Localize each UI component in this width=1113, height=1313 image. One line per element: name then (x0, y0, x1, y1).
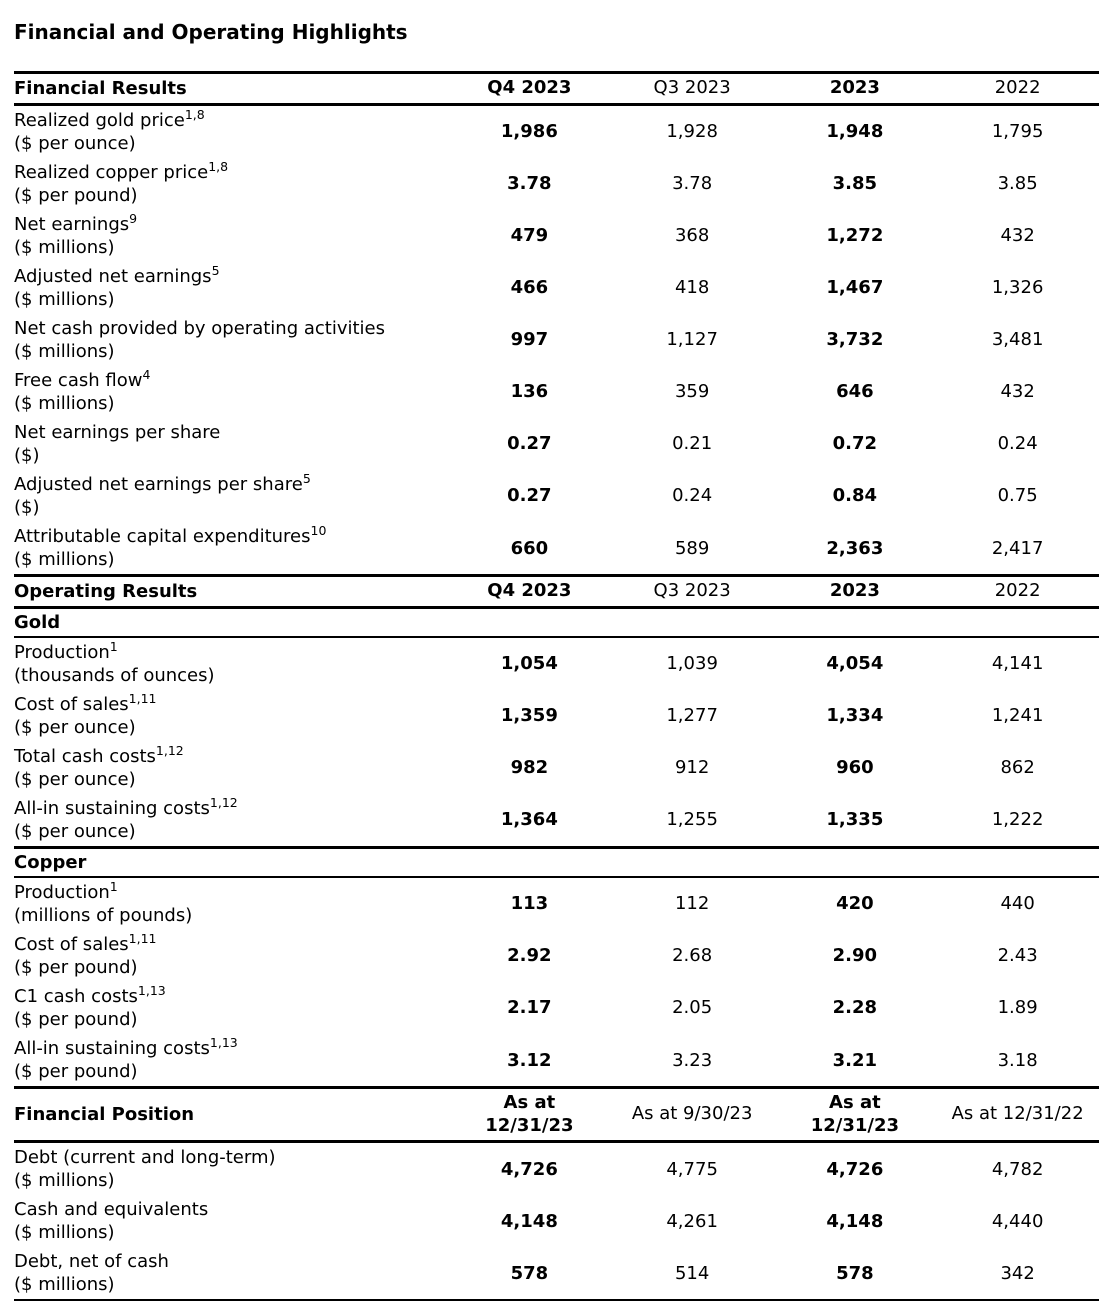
row-label-cell (14, 262, 448, 314)
row-unit: (millions of pounds) (14, 904, 193, 926)
row-label-cell (14, 314, 448, 366)
table-row (14, 158, 1099, 210)
value-cell: 982 (510, 757, 549, 779)
value-cell: 4,054 (826, 653, 884, 675)
value-cell: 0.75 (997, 485, 1038, 507)
section-title: Financial Position (14, 1088, 448, 1142)
row-label: All-in sustaining costs (14, 1038, 210, 1059)
footnote-ref: 1,12 (155, 742, 184, 758)
footnote-ref: 9 (129, 210, 138, 226)
footnote-ref: 1 (109, 878, 118, 894)
value-cell: 1.89 (997, 997, 1038, 1019)
value-cell: 1,948 (826, 121, 884, 143)
row-label: Production (14, 641, 110, 663)
subsection-header-copper (14, 847, 1099, 877)
table-row (14, 637, 1099, 690)
value-cell: 3,732 (826, 329, 884, 351)
row-label-cell (14, 982, 448, 1034)
value-cell: 4,141 (991, 653, 1044, 675)
table-row (14, 1034, 1099, 1088)
row-label: Net earnings (14, 213, 130, 235)
row-label: Net earnings per share (14, 421, 221, 443)
value-cell: 4,775 (666, 1158, 718, 1180)
column-header-q4-2023: Q4 2023 (448, 576, 611, 608)
row-unit: (thousands of ounces) (14, 664, 215, 686)
value-cell: 2,363 (826, 537, 884, 559)
value-cell: 466 (510, 277, 549, 299)
value-cell: 0.24 (997, 433, 1038, 455)
footnote-ref: 1,11 (128, 930, 157, 946)
table-row (14, 690, 1099, 742)
row-unit: ($ millions) (14, 1170, 115, 1192)
value-cell: 4,148 (500, 1210, 558, 1232)
footnote-ref: 1,13 (209, 1035, 238, 1050)
row-label: Cost of sales (14, 933, 129, 955)
value-cell: 589 (674, 537, 710, 559)
value-cell: 862 (1000, 757, 1035, 779)
row-unit: ($ millions) (14, 1274, 115, 1296)
column-header-2023: 2023 (774, 576, 937, 608)
value-cell: 1,986 (500, 121, 558, 143)
value-cell: 4,726 (500, 1158, 558, 1180)
value-cell: 4,726 (826, 1158, 884, 1180)
table-row (14, 314, 1099, 366)
row-label-cell (14, 1247, 448, 1300)
financial-highlights-table (14, 71, 1099, 1301)
table-row (14, 1195, 1099, 1247)
value-cell: 420 (836, 893, 874, 915)
row-label-cell (14, 690, 448, 742)
section-title: Financial Results (14, 73, 448, 105)
value-cell: 440 (1000, 893, 1035, 915)
value-cell: 1,364 (500, 809, 558, 831)
value-cell: 1,335 (826, 809, 884, 831)
value-cell: 912 (674, 757, 710, 779)
row-unit: ($ per pound) (14, 1061, 138, 1083)
row-label-cell (14, 470, 448, 522)
value-cell: 1,359 (500, 705, 558, 727)
row-label: Adjusted net earnings per share (14, 473, 303, 495)
row-label: C1 cash costs (14, 985, 138, 1007)
row-unit: ($ per pound) (14, 956, 138, 978)
table-row (14, 877, 1099, 930)
row-unit: ($ per ounce) (14, 716, 136, 738)
value-cell: 342 (936, 1247, 1099, 1300)
row-label-cell (14, 210, 448, 262)
row-unit: ($ millions) (14, 288, 115, 310)
value-cell: 4,261 (666, 1210, 718, 1232)
value-cell: 3.85 (832, 173, 878, 195)
subsection-header-gold (14, 607, 1099, 637)
table-row (14, 1247, 1099, 1300)
row-label: Adjusted net earnings (14, 265, 212, 287)
value-cell: 136 (510, 381, 549, 403)
value-cell: 2.17 (507, 997, 552, 1019)
value-cell: 3.18 (997, 1049, 1038, 1071)
row-label-cell (14, 930, 448, 982)
row-unit: ($ per ounce) (14, 132, 136, 154)
table-row (14, 366, 1099, 418)
row-label-cell (14, 637, 448, 690)
column-header-as-at-9-30-23: As at 9/30/23 (611, 1088, 774, 1142)
footnote-ref: 10 (310, 523, 327, 538)
row-unit: ($ per ounce) (14, 768, 136, 790)
value-cell: 1,326 (991, 277, 1044, 299)
row-label: Cash and equivalents (14, 1199, 209, 1221)
column-header-q4-2023: Q4 2023 (448, 73, 611, 105)
row-label-cell (14, 366, 448, 418)
value-cell: 646 (836, 381, 874, 403)
value-cell: 1,467 (826, 277, 884, 299)
row-unit: ($ millions) (14, 549, 115, 571)
value-cell: 112 (674, 893, 710, 915)
value-cell: 2,417 (991, 537, 1044, 559)
value-cell: 3,481 (991, 329, 1044, 351)
row-label: Production (14, 881, 110, 903)
value-cell: 113 (510, 893, 549, 915)
value-cell: 1,795 (991, 121, 1044, 143)
table-row (14, 742, 1099, 794)
value-cell: 0.21 (672, 433, 713, 455)
value-cell: 3.12 (507, 1049, 552, 1071)
row-label-cell (14, 794, 448, 848)
value-cell: 578 (448, 1247, 611, 1300)
value-cell: 432 (1000, 225, 1035, 247)
footnote-ref: 1,8 (184, 106, 205, 122)
value-cell: 4,148 (826, 1210, 884, 1232)
row-label: Total cash costs (14, 745, 156, 767)
row-label: Debt, net of cash (14, 1251, 169, 1273)
section-title: Operating Results (14, 576, 448, 608)
value-cell: 3.21 (832, 1049, 878, 1071)
value-cell: 2.05 (672, 997, 713, 1019)
value-cell: 2.92 (507, 945, 552, 967)
value-cell: 3.78 (672, 173, 713, 195)
value-cell: 418 (674, 277, 710, 299)
value-cell: 0.24 (672, 485, 713, 507)
footnote-ref: 1,12 (209, 794, 238, 810)
column-header-as-at-12-31-22: As at 12/31/22 (936, 1088, 1099, 1142)
row-label: Free cash flow (14, 369, 143, 391)
column-header-q3-2023: Q3 2023 (611, 576, 774, 608)
row-unit: ($ millions) (14, 340, 115, 362)
row-unit: ($ per pound) (14, 1008, 138, 1030)
row-label: Cost of sales (14, 693, 129, 715)
table-row (14, 1142, 1099, 1196)
column-header-q3-2023: Q3 2023 (611, 73, 774, 105)
row-label: Net cash provided by operating activities (14, 317, 386, 339)
footnote-ref: 1 (109, 638, 118, 654)
table-row (14, 930, 1099, 982)
value-cell: 3.85 (997, 173, 1038, 195)
column-header-2022: 2022 (936, 73, 1099, 105)
value-cell: 3.23 (672, 1049, 713, 1071)
value-cell: 3.78 (507, 173, 552, 195)
row-label-cell (14, 742, 448, 794)
footnote-ref: 1,8 (208, 158, 229, 174)
row-unit: ($ per ounce) (14, 820, 136, 842)
value-cell: 1,054 (500, 653, 558, 675)
value-cell: 0.72 (832, 433, 878, 455)
value-cell: 1,127 (666, 329, 718, 351)
table-row (14, 104, 1099, 158)
value-cell: 4,782 (991, 1158, 1044, 1180)
table-row (14, 982, 1099, 1034)
value-cell: 1,277 (666, 705, 718, 727)
column-header-2023: 2023 (774, 73, 937, 105)
row-unit: ($) (14, 444, 40, 466)
value-cell: 960 (836, 757, 874, 779)
footnote-ref: 1,13 (137, 982, 166, 998)
table-row (14, 210, 1099, 262)
row-label-cell (14, 418, 448, 470)
value-cell: 0.84 (832, 485, 878, 507)
value-cell: 4,440 (991, 1210, 1044, 1232)
row-label-cell (14, 158, 448, 210)
column-header-as-at-12-31-23: As at 12/31/23 (448, 1088, 611, 1142)
value-cell: 0.27 (507, 485, 552, 507)
section-header-financial-results (14, 73, 1099, 105)
table-row (14, 522, 1099, 576)
value-cell: 2.43 (997, 945, 1038, 967)
row-unit: ($ millions) (14, 236, 115, 258)
value-cell: 2.90 (832, 945, 878, 967)
subsection-title: Copper (14, 847, 1099, 877)
subsection-title: Gold (14, 607, 1099, 637)
value-cell: 0.27 (507, 433, 552, 455)
footnote-ref: 5 (302, 470, 311, 486)
table-row (14, 262, 1099, 314)
value-cell: 1,272 (826, 225, 884, 247)
value-cell: 2.28 (832, 997, 878, 1019)
footnote-ref: 5 (211, 262, 220, 278)
value-cell: 1,241 (991, 705, 1044, 727)
value-cell: 578 (774, 1247, 937, 1300)
column-header-2022: 2022 (936, 576, 1099, 608)
row-label-cell (14, 877, 448, 930)
table-row (14, 470, 1099, 522)
value-cell: 368 (674, 225, 710, 247)
row-unit: ($ per pound) (14, 184, 138, 206)
table-row (14, 794, 1099, 848)
value-cell: 432 (1000, 381, 1035, 403)
table-row (14, 418, 1099, 470)
row-label: Realized copper price (14, 161, 209, 183)
value-cell: 2.68 (672, 945, 713, 967)
row-unit: ($ millions) (14, 392, 115, 414)
value-cell: 1,255 (666, 809, 718, 831)
value-cell: 1,222 (991, 809, 1044, 831)
value-cell: 479 (510, 225, 549, 247)
footnote-ref: 4 (142, 366, 151, 382)
column-header-as-at-12-31-23-ytd: As at 12/31/23 (774, 1088, 937, 1142)
value-cell: 1,039 (666, 653, 718, 675)
value-cell: 1,334 (826, 705, 884, 727)
row-label: Debt (current and long-term) (14, 1147, 276, 1169)
value-cell: 997 (510, 329, 549, 351)
value-cell: 1,928 (666, 121, 718, 143)
row-label: Realized gold price (14, 109, 185, 131)
row-label-cell (14, 1195, 448, 1247)
row-label-cell (14, 522, 448, 576)
row-label-cell (14, 1142, 448, 1196)
value-cell: 660 (510, 537, 549, 559)
page-title: Financial and Operating Highlights (14, 20, 408, 44)
section-header-financial-position (14, 1088, 1099, 1142)
footnote-ref: 1,11 (128, 690, 157, 706)
value-cell: 514 (611, 1247, 774, 1300)
value-cell: 359 (674, 381, 710, 403)
row-unit: ($) (14, 496, 40, 518)
row-unit: ($ millions) (14, 1222, 115, 1244)
row-label: Attributable capital expenditures (14, 526, 311, 547)
section-header-operating-results (14, 576, 1099, 608)
row-label: All-in sustaining costs (14, 797, 210, 819)
row-label-cell (14, 1034, 448, 1088)
row-label-cell (14, 104, 448, 158)
